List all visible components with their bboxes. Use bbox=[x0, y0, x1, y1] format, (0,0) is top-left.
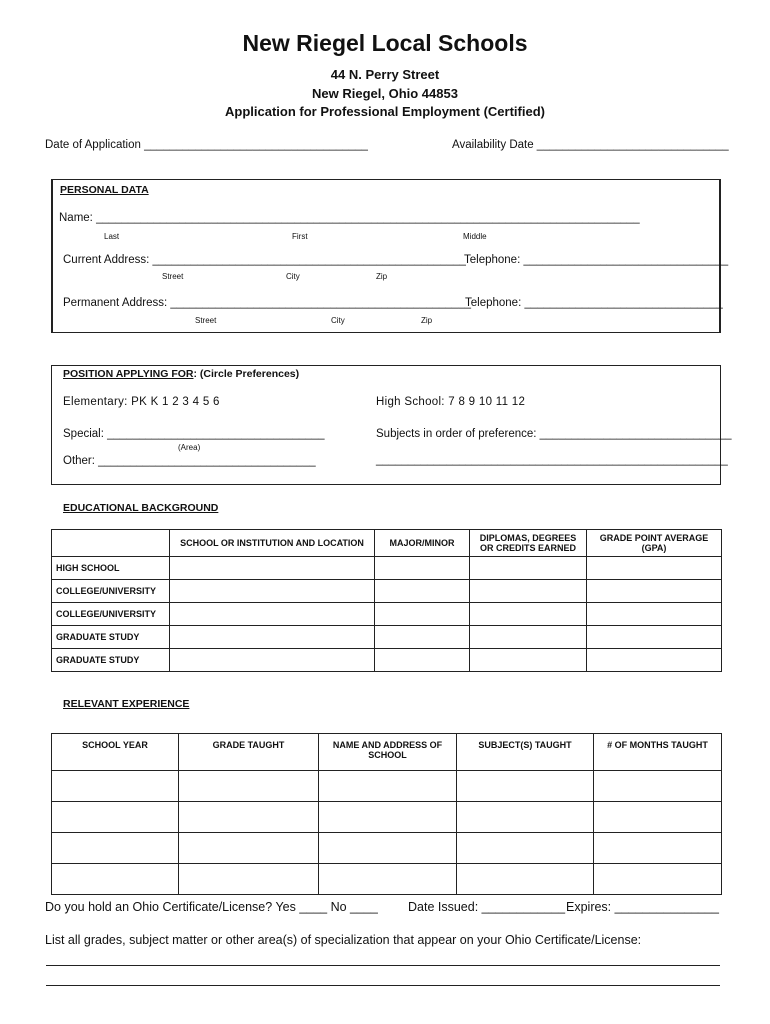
education-row-label: GRADUATE STUDY bbox=[52, 626, 170, 649]
table-cell[interactable] bbox=[375, 580, 470, 603]
position-section bbox=[51, 365, 721, 485]
name-last-caption: Last bbox=[104, 232, 120, 241]
table-cell[interactable] bbox=[52, 833, 179, 864]
table-cell[interactable] bbox=[179, 864, 319, 895]
table-cell[interactable] bbox=[170, 557, 375, 580]
page-title: New Riegel Local Schools bbox=[242, 30, 528, 56]
table-cell[interactable] bbox=[470, 603, 587, 626]
table-cell[interactable] bbox=[170, 580, 375, 603]
table-cell[interactable] bbox=[457, 802, 594, 833]
current-city-caption: City bbox=[286, 272, 300, 281]
table-cell[interactable] bbox=[170, 649, 375, 672]
table-row bbox=[52, 649, 722, 672]
education-col-header: MAJOR/MINOR bbox=[375, 530, 470, 557]
table-cell[interactable] bbox=[470, 649, 587, 672]
permanent-zip-caption: Zip bbox=[421, 316, 433, 325]
table-cell[interactable] bbox=[179, 771, 319, 802]
table-cell[interactable] bbox=[457, 771, 594, 802]
table-cell[interactable] bbox=[587, 580, 722, 603]
table-cell[interactable] bbox=[179, 802, 319, 833]
table-cell[interactable] bbox=[594, 833, 722, 864]
personal-data-heading: PERSONAL DATA bbox=[60, 184, 149, 196]
table-row bbox=[52, 771, 722, 802]
table-cell[interactable] bbox=[52, 864, 179, 895]
education-col-header bbox=[52, 530, 170, 557]
education-table bbox=[51, 529, 722, 672]
current-address-field[interactable]: Current Address: _________________________________________________ bbox=[63, 254, 466, 266]
table-cell[interactable] bbox=[52, 802, 179, 833]
table-cell[interactable] bbox=[457, 833, 594, 864]
position-heading-note: : (Circle Preferences) bbox=[193, 368, 300, 380]
current-telephone-field[interactable]: Telephone: ________________________________ bbox=[464, 254, 729, 266]
table-cell[interactable] bbox=[587, 626, 722, 649]
table-row bbox=[52, 626, 722, 649]
table-cell[interactable] bbox=[594, 771, 722, 802]
expires-field[interactable]: Expires: _______________ bbox=[566, 900, 719, 914]
experience-heading: RELEVANT EXPERIENCE bbox=[63, 698, 190, 710]
table-cell[interactable] bbox=[375, 603, 470, 626]
education-row-label: COLLEGE/UNIVERSITY bbox=[52, 603, 170, 626]
position-heading-label: POSITION APPLYING FOR bbox=[63, 368, 194, 380]
other-position-field[interactable]: Other: __________________________________ bbox=[63, 455, 316, 467]
table-cell[interactable] bbox=[52, 771, 179, 802]
experience-header-row bbox=[52, 734, 722, 771]
experience-col-header: SUBJECT(S) TAUGHT bbox=[457, 734, 594, 771]
table-row bbox=[52, 603, 722, 626]
experience-col-header: NAME AND ADDRESS OF SCHOOL bbox=[319, 734, 457, 771]
name-first-caption: First bbox=[292, 232, 308, 241]
address-line-2: New Riegel, Ohio 44853 bbox=[312, 86, 458, 101]
elementary-grade-options[interactable]: Elementary: PK K 1 2 3 4 5 6 bbox=[63, 396, 220, 408]
experience-col-header: SCHOOL YEAR bbox=[52, 734, 179, 771]
name-field[interactable]: Name: _____________________________________________________________________________________ bbox=[59, 212, 640, 224]
experience-table bbox=[51, 733, 722, 895]
table-cell[interactable] bbox=[319, 771, 457, 802]
subjects-preference-field[interactable]: Subjects in order of preference: ______________________________ bbox=[376, 428, 732, 440]
availability-date-field[interactable]: Availability Date ______________________________ bbox=[452, 139, 729, 151]
certificate-areas-line-2[interactable] bbox=[46, 985, 720, 986]
table-cell[interactable] bbox=[170, 603, 375, 626]
table-cell[interactable] bbox=[375, 557, 470, 580]
table-cell[interactable] bbox=[457, 864, 594, 895]
experience-col-header: # OF MONTHS TAUGHT bbox=[594, 734, 722, 771]
education-col-header: SCHOOL OR INSTITUTION AND LOCATION bbox=[170, 530, 375, 557]
table-row bbox=[52, 557, 722, 580]
table-cell[interactable] bbox=[375, 649, 470, 672]
table-row bbox=[52, 580, 722, 603]
high-school-grade-options[interactable]: High School: 7 8 9 10 11 12 bbox=[376, 396, 526, 408]
certificate-areas-prompt: List all grades, subject matter or other area(s) of specialization that appear on your Ohio Certificate/License: bbox=[45, 933, 642, 947]
date-of-application-field[interactable]: Date of Application ___________________________________ bbox=[45, 139, 368, 151]
table-cell[interactable] bbox=[587, 603, 722, 626]
form-subtitle: Application for Professional Employment (Certified) bbox=[225, 104, 545, 119]
table-row bbox=[52, 833, 722, 864]
education-row-label: HIGH SCHOOL bbox=[52, 557, 170, 580]
current-zip-caption: Zip bbox=[376, 272, 388, 281]
education-header-row bbox=[52, 530, 722, 557]
table-cell[interactable] bbox=[594, 864, 722, 895]
education-col-header: DIPLOMAS, DEGREES OR CREDITS EARNED bbox=[470, 530, 587, 557]
experience-col-header: GRADE TAUGHT bbox=[179, 734, 319, 771]
table-row bbox=[52, 864, 722, 895]
subjects-preference-line-2[interactable]: _______________________________________________________ bbox=[376, 454, 728, 466]
permanent-street-caption: Street bbox=[195, 316, 217, 325]
education-col-header: GRADE POINT AVERAGE (GPA) bbox=[587, 530, 722, 557]
certificate-areas-line-1[interactable] bbox=[46, 965, 720, 966]
position-heading bbox=[63, 368, 299, 380]
table-row bbox=[52, 802, 722, 833]
table-cell[interactable] bbox=[587, 557, 722, 580]
name-middle-caption: Middle bbox=[463, 232, 487, 241]
table-cell[interactable] bbox=[179, 833, 319, 864]
address-line-1: 44 N. Perry Street bbox=[330, 67, 440, 82]
permanent-city-caption: City bbox=[331, 316, 345, 325]
education-row-label: COLLEGE/UNIVERSITY bbox=[52, 580, 170, 603]
permanent-address-field[interactable]: Permanent Address: _______________________________________________ bbox=[63, 297, 471, 309]
table-cell[interactable] bbox=[170, 626, 375, 649]
education-row-label: GRADUATE STUDY bbox=[52, 649, 170, 672]
table-cell[interactable] bbox=[470, 557, 587, 580]
current-street-caption: Street bbox=[162, 272, 184, 281]
table-cell[interactable] bbox=[319, 864, 457, 895]
table-cell[interactable] bbox=[470, 580, 587, 603]
date-issued-field[interactable]: Date Issued: ____________ bbox=[408, 900, 566, 914]
table-cell[interactable] bbox=[470, 626, 587, 649]
education-heading: EDUCATIONAL BACKGROUND bbox=[63, 502, 219, 514]
table-cell[interactable] bbox=[587, 649, 722, 672]
special-area-field[interactable]: Special: __________________________________ bbox=[63, 428, 325, 440]
permanent-telephone-field[interactable]: Telephone: _______________________________ bbox=[465, 297, 723, 309]
special-area-caption: (Area) bbox=[178, 443, 201, 452]
table-cell[interactable] bbox=[594, 802, 722, 833]
table-cell[interactable] bbox=[319, 802, 457, 833]
table-cell[interactable] bbox=[319, 833, 457, 864]
table-cell[interactable] bbox=[375, 626, 470, 649]
ohio-certificate-question[interactable]: Do you hold an Ohio Certificate/License? Yes ____ No ____ bbox=[45, 900, 378, 914]
